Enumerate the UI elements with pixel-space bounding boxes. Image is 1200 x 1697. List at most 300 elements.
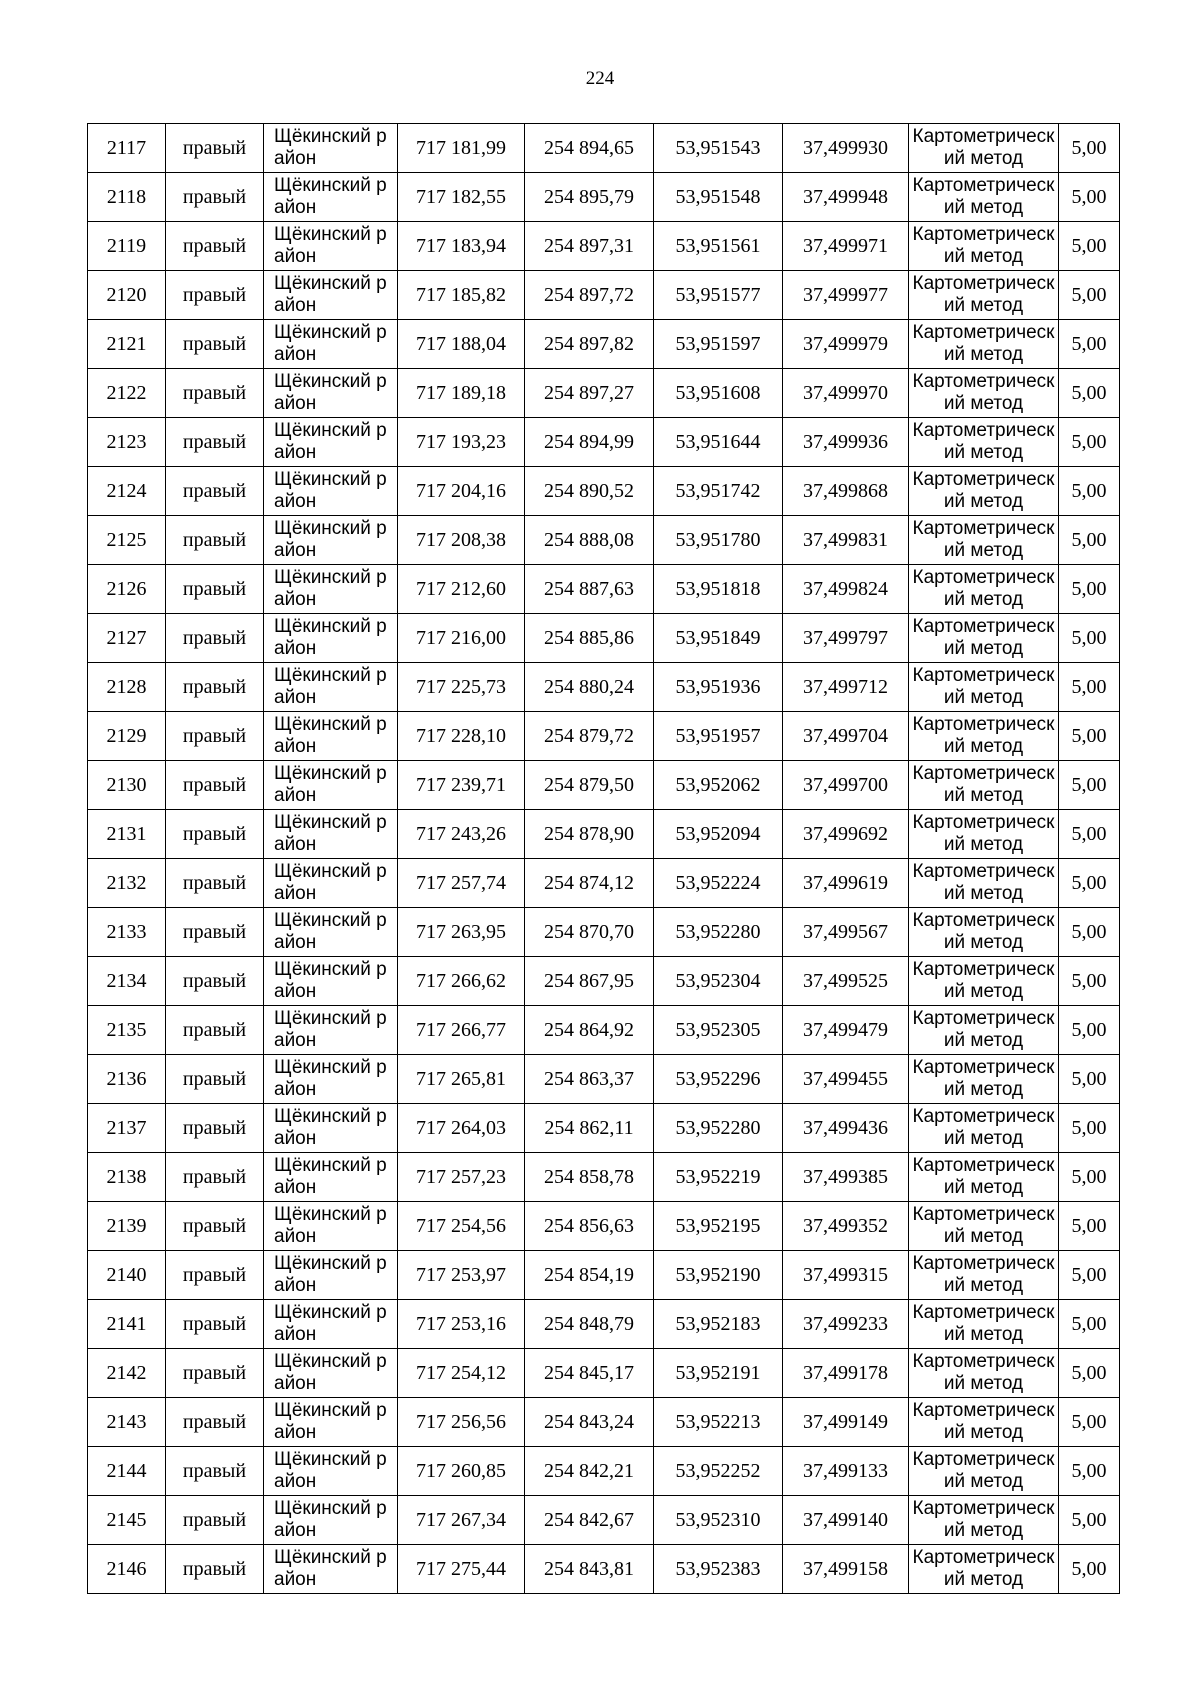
bank-side-cell: правый bbox=[166, 1447, 264, 1496]
district-cell: Щёкинский район bbox=[264, 957, 398, 1006]
coord-y-cell: 254 842,21 bbox=[525, 1447, 654, 1496]
coord-x-cell: 717 188,04 bbox=[398, 320, 525, 369]
district-cell: Щёкинский район bbox=[264, 222, 398, 271]
longitude-cell: 37,499704 bbox=[783, 712, 909, 761]
point-number-cell: 2140 bbox=[88, 1251, 166, 1300]
coord-x-cell: 717 216,00 bbox=[398, 614, 525, 663]
coord-y-cell: 254 842,67 bbox=[525, 1496, 654, 1545]
longitude-cell: 37,499479 bbox=[783, 1006, 909, 1055]
bank-side-cell: правый bbox=[166, 957, 264, 1006]
coord-x-cell: 717 257,74 bbox=[398, 859, 525, 908]
point-number-cell: 2146 bbox=[88, 1545, 166, 1594]
latitude-cell: 53,952213 bbox=[654, 1398, 783, 1447]
accuracy-cell: 5,00 bbox=[1059, 1447, 1120, 1496]
longitude-cell: 37,499149 bbox=[783, 1398, 909, 1447]
latitude-cell: 53,952383 bbox=[654, 1545, 783, 1594]
method-cell: Картометрический метод bbox=[909, 1202, 1059, 1251]
point-number-cell: 2136 bbox=[88, 1055, 166, 1104]
district-cell: Щёкинский район bbox=[264, 614, 398, 663]
method-cell: Картометрический метод bbox=[909, 467, 1059, 516]
coord-y-cell: 254 897,31 bbox=[525, 222, 654, 271]
coord-y-cell: 254 867,95 bbox=[525, 957, 654, 1006]
district-cell: Щёкинский район bbox=[264, 418, 398, 467]
method-cell: Картометрический метод bbox=[909, 1349, 1059, 1398]
point-number-cell: 2127 bbox=[88, 614, 166, 663]
accuracy-cell: 5,00 bbox=[1059, 663, 1120, 712]
method-cell: Картометрический метод bbox=[909, 1447, 1059, 1496]
coord-x-cell: 717 212,60 bbox=[398, 565, 525, 614]
point-number-cell: 2134 bbox=[88, 957, 166, 1006]
table-row bbox=[88, 124, 1120, 173]
method-cell: Картометрический метод bbox=[909, 369, 1059, 418]
district-cell: Щёкинский район bbox=[264, 712, 398, 761]
latitude-cell: 53,951644 bbox=[654, 418, 783, 467]
longitude-cell: 37,499831 bbox=[783, 516, 909, 565]
point-number-cell: 2137 bbox=[88, 1104, 166, 1153]
point-number-cell: 2138 bbox=[88, 1153, 166, 1202]
longitude-cell: 37,499158 bbox=[783, 1545, 909, 1594]
method-cell: Картометрический метод bbox=[909, 271, 1059, 320]
method-cell: Картометрический метод bbox=[909, 1251, 1059, 1300]
coord-y-cell: 254 848,79 bbox=[525, 1300, 654, 1349]
bank-side-cell: правый bbox=[166, 1055, 264, 1104]
coord-x-cell: 717 275,44 bbox=[398, 1545, 525, 1594]
method-cell: Картометрический метод bbox=[909, 418, 1059, 467]
point-number-cell: 2126 bbox=[88, 565, 166, 614]
bank-side-cell: правый bbox=[166, 663, 264, 712]
table-row bbox=[88, 1251, 1120, 1300]
longitude-cell: 37,499979 bbox=[783, 320, 909, 369]
table-row bbox=[88, 418, 1120, 467]
method-cell: Картометрический метод bbox=[909, 173, 1059, 222]
table-body bbox=[88, 124, 1120, 1594]
coord-y-cell: 254 887,63 bbox=[525, 565, 654, 614]
bank-side-cell: правый bbox=[166, 1398, 264, 1447]
latitude-cell: 53,952280 bbox=[654, 908, 783, 957]
bank-side-cell: правый bbox=[166, 271, 264, 320]
method-cell: Картометрический метод bbox=[909, 761, 1059, 810]
latitude-cell: 53,952191 bbox=[654, 1349, 783, 1398]
table-row bbox=[88, 516, 1120, 565]
point-number-cell: 2143 bbox=[88, 1398, 166, 1447]
bank-side-cell: правый bbox=[166, 320, 264, 369]
point-number-cell: 2135 bbox=[88, 1006, 166, 1055]
point-number-cell: 2141 bbox=[88, 1300, 166, 1349]
longitude-cell: 37,499948 bbox=[783, 173, 909, 222]
point-number-cell: 2128 bbox=[88, 663, 166, 712]
bank-side-cell: правый bbox=[166, 124, 264, 173]
table-row bbox=[88, 1202, 1120, 1251]
longitude-cell: 37,499436 bbox=[783, 1104, 909, 1153]
longitude-cell: 37,499233 bbox=[783, 1300, 909, 1349]
accuracy-cell: 5,00 bbox=[1059, 1202, 1120, 1251]
accuracy-cell: 5,00 bbox=[1059, 1496, 1120, 1545]
accuracy-cell: 5,00 bbox=[1059, 1349, 1120, 1398]
method-cell: Картометрический метод bbox=[909, 1398, 1059, 1447]
longitude-cell: 37,499567 bbox=[783, 908, 909, 957]
bank-side-cell: правый bbox=[166, 418, 264, 467]
method-cell: Картометрический метод bbox=[909, 124, 1059, 173]
coord-y-cell: 254 897,27 bbox=[525, 369, 654, 418]
accuracy-cell: 5,00 bbox=[1059, 1006, 1120, 1055]
longitude-cell: 37,499936 bbox=[783, 418, 909, 467]
longitude-cell: 37,499692 bbox=[783, 810, 909, 859]
coord-y-cell: 254 885,86 bbox=[525, 614, 654, 663]
point-number-cell: 2131 bbox=[88, 810, 166, 859]
latitude-cell: 53,952224 bbox=[654, 859, 783, 908]
bank-side-cell: правый bbox=[166, 1202, 264, 1251]
coord-x-cell: 717 185,82 bbox=[398, 271, 525, 320]
accuracy-cell: 5,00 bbox=[1059, 1153, 1120, 1202]
coord-y-cell: 254 870,70 bbox=[525, 908, 654, 957]
coord-x-cell: 717 254,56 bbox=[398, 1202, 525, 1251]
longitude-cell: 37,499619 bbox=[783, 859, 909, 908]
coord-x-cell: 717 253,16 bbox=[398, 1300, 525, 1349]
longitude-cell: 37,499930 bbox=[783, 124, 909, 173]
district-cell: Щёкинский район bbox=[264, 1398, 398, 1447]
coord-x-cell: 717 267,34 bbox=[398, 1496, 525, 1545]
district-cell: Щёкинский район bbox=[264, 1496, 398, 1545]
accuracy-cell: 5,00 bbox=[1059, 761, 1120, 810]
bank-side-cell: правый bbox=[166, 614, 264, 663]
district-cell: Щёкинский район bbox=[264, 1104, 398, 1153]
bank-side-cell: правый bbox=[166, 1496, 264, 1545]
longitude-cell: 37,499455 bbox=[783, 1055, 909, 1104]
method-cell: Картометрический метод bbox=[909, 320, 1059, 369]
bank-side-cell: правый bbox=[166, 467, 264, 516]
latitude-cell: 53,951561 bbox=[654, 222, 783, 271]
bank-side-cell: правый bbox=[166, 859, 264, 908]
coord-x-cell: 717 263,95 bbox=[398, 908, 525, 957]
longitude-cell: 37,499971 bbox=[783, 222, 909, 271]
bank-side-cell: правый bbox=[166, 1006, 264, 1055]
district-cell: Щёкинский район bbox=[264, 761, 398, 810]
method-cell: Картометрический метод bbox=[909, 1545, 1059, 1594]
coord-x-cell: 717 257,23 bbox=[398, 1153, 525, 1202]
point-number-cell: 2129 bbox=[88, 712, 166, 761]
accuracy-cell: 5,00 bbox=[1059, 369, 1120, 418]
method-cell: Картометрический метод bbox=[909, 810, 1059, 859]
latitude-cell: 53,952296 bbox=[654, 1055, 783, 1104]
method-cell: Картометрический метод bbox=[909, 859, 1059, 908]
accuracy-cell: 5,00 bbox=[1059, 859, 1120, 908]
district-cell: Щёкинский район bbox=[264, 320, 398, 369]
point-number-cell: 2120 bbox=[88, 271, 166, 320]
longitude-cell: 37,499824 bbox=[783, 565, 909, 614]
bank-side-cell: правый bbox=[166, 173, 264, 222]
table-row bbox=[88, 663, 1120, 712]
accuracy-cell: 5,00 bbox=[1059, 810, 1120, 859]
coord-y-cell: 254 858,78 bbox=[525, 1153, 654, 1202]
coord-x-cell: 717 264,03 bbox=[398, 1104, 525, 1153]
bank-side-cell: правый bbox=[166, 565, 264, 614]
latitude-cell: 53,951548 bbox=[654, 173, 783, 222]
latitude-cell: 53,952252 bbox=[654, 1447, 783, 1496]
point-number-cell: 2124 bbox=[88, 467, 166, 516]
district-cell: Щёкинский район bbox=[264, 859, 398, 908]
table-row bbox=[88, 1153, 1120, 1202]
bank-side-cell: правый bbox=[166, 712, 264, 761]
point-number-cell: 2125 bbox=[88, 516, 166, 565]
accuracy-cell: 5,00 bbox=[1059, 467, 1120, 516]
accuracy-cell: 5,00 bbox=[1059, 516, 1120, 565]
latitude-cell: 53,951543 bbox=[654, 124, 783, 173]
longitude-cell: 37,499315 bbox=[783, 1251, 909, 1300]
longitude-cell: 37,499133 bbox=[783, 1447, 909, 1496]
coord-y-cell: 254 880,24 bbox=[525, 663, 654, 712]
coord-x-cell: 717 193,23 bbox=[398, 418, 525, 467]
point-number-cell: 2132 bbox=[88, 859, 166, 908]
bank-side-cell: правый bbox=[166, 1545, 264, 1594]
longitude-cell: 37,499385 bbox=[783, 1153, 909, 1202]
longitude-cell: 37,499797 bbox=[783, 614, 909, 663]
table-row bbox=[88, 1545, 1120, 1594]
district-cell: Щёкинский район bbox=[264, 369, 398, 418]
coord-x-cell: 717 208,38 bbox=[398, 516, 525, 565]
latitude-cell: 53,951597 bbox=[654, 320, 783, 369]
accuracy-cell: 5,00 bbox=[1059, 712, 1120, 761]
accuracy-cell: 5,00 bbox=[1059, 222, 1120, 271]
coord-y-cell: 254 897,82 bbox=[525, 320, 654, 369]
latitude-cell: 53,951608 bbox=[654, 369, 783, 418]
method-cell: Картометрический метод bbox=[909, 565, 1059, 614]
method-cell: Картометрический метод bbox=[909, 1006, 1059, 1055]
longitude-cell: 37,499712 bbox=[783, 663, 909, 712]
method-cell: Картометрический метод bbox=[909, 516, 1059, 565]
latitude-cell: 53,951849 bbox=[654, 614, 783, 663]
longitude-cell: 37,499178 bbox=[783, 1349, 909, 1398]
coord-x-cell: 717 266,77 bbox=[398, 1006, 525, 1055]
accuracy-cell: 5,00 bbox=[1059, 320, 1120, 369]
latitude-cell: 53,951780 bbox=[654, 516, 783, 565]
longitude-cell: 37,499352 bbox=[783, 1202, 909, 1251]
point-number-cell: 2122 bbox=[88, 369, 166, 418]
district-cell: Щёкинский район bbox=[264, 1251, 398, 1300]
point-number-cell: 2119 bbox=[88, 222, 166, 271]
coord-x-cell: 717 256,56 bbox=[398, 1398, 525, 1447]
district-cell: Щёкинский район bbox=[264, 271, 398, 320]
bank-side-cell: правый bbox=[166, 1251, 264, 1300]
accuracy-cell: 5,00 bbox=[1059, 1055, 1120, 1104]
coord-y-cell: 254 888,08 bbox=[525, 516, 654, 565]
method-cell: Картометрический метод bbox=[909, 663, 1059, 712]
point-number-cell: 2118 bbox=[88, 173, 166, 222]
bank-side-cell: правый bbox=[166, 1153, 264, 1202]
latitude-cell: 53,951577 bbox=[654, 271, 783, 320]
table-row bbox=[88, 1104, 1120, 1153]
coord-x-cell: 717 183,94 bbox=[398, 222, 525, 271]
latitude-cell: 53,952062 bbox=[654, 761, 783, 810]
table-row bbox=[88, 1300, 1120, 1349]
bank-side-cell: правый bbox=[166, 516, 264, 565]
table-row bbox=[88, 271, 1120, 320]
coord-x-cell: 717 243,26 bbox=[398, 810, 525, 859]
table-row bbox=[88, 369, 1120, 418]
method-cell: Картометрический метод bbox=[909, 1153, 1059, 1202]
accuracy-cell: 5,00 bbox=[1059, 124, 1120, 173]
accuracy-cell: 5,00 bbox=[1059, 565, 1120, 614]
method-cell: Картометрический метод bbox=[909, 1055, 1059, 1104]
latitude-cell: 53,951742 bbox=[654, 467, 783, 516]
bank-side-cell: правый bbox=[166, 1349, 264, 1398]
longitude-cell: 37,499868 bbox=[783, 467, 909, 516]
table-row bbox=[88, 1496, 1120, 1545]
accuracy-cell: 5,00 bbox=[1059, 1104, 1120, 1153]
coord-x-cell: 717 228,10 bbox=[398, 712, 525, 761]
district-cell: Щёкинский район bbox=[264, 1006, 398, 1055]
latitude-cell: 53,952094 bbox=[654, 810, 783, 859]
table-row bbox=[88, 1398, 1120, 1447]
coord-y-cell: 254 863,37 bbox=[525, 1055, 654, 1104]
accuracy-cell: 5,00 bbox=[1059, 1398, 1120, 1447]
district-cell: Щёкинский район bbox=[264, 173, 398, 222]
district-cell: Щёкинский район bbox=[264, 810, 398, 859]
longitude-cell: 37,499970 bbox=[783, 369, 909, 418]
district-cell: Щёкинский район bbox=[264, 908, 398, 957]
table-row bbox=[88, 712, 1120, 761]
point-number-cell: 2130 bbox=[88, 761, 166, 810]
district-cell: Щёкинский район bbox=[264, 1300, 398, 1349]
bank-side-cell: правый bbox=[166, 1104, 264, 1153]
bank-side-cell: правый bbox=[166, 761, 264, 810]
coord-x-cell: 717 254,12 bbox=[398, 1349, 525, 1398]
coord-x-cell: 717 265,81 bbox=[398, 1055, 525, 1104]
coord-y-cell: 254 895,79 bbox=[525, 173, 654, 222]
coord-x-cell: 717 182,55 bbox=[398, 173, 525, 222]
accuracy-cell: 5,00 bbox=[1059, 614, 1120, 663]
accuracy-cell: 5,00 bbox=[1059, 1300, 1120, 1349]
coord-x-cell: 717 181,99 bbox=[398, 124, 525, 173]
coord-x-cell: 717 225,73 bbox=[398, 663, 525, 712]
point-number-cell: 2121 bbox=[88, 320, 166, 369]
coord-y-cell: 254 878,90 bbox=[525, 810, 654, 859]
coord-x-cell: 717 239,71 bbox=[398, 761, 525, 810]
table-row bbox=[88, 908, 1120, 957]
coord-x-cell: 717 189,18 bbox=[398, 369, 525, 418]
table-row bbox=[88, 614, 1120, 663]
latitude-cell: 53,952190 bbox=[654, 1251, 783, 1300]
bank-side-cell: правый bbox=[166, 1300, 264, 1349]
point-number-cell: 2117 bbox=[88, 124, 166, 173]
coord-y-cell: 254 856,63 bbox=[525, 1202, 654, 1251]
method-cell: Картометрический метод bbox=[909, 908, 1059, 957]
longitude-cell: 37,499140 bbox=[783, 1496, 909, 1545]
latitude-cell: 53,952280 bbox=[654, 1104, 783, 1153]
method-cell: Картометрический метод bbox=[909, 1300, 1059, 1349]
coord-y-cell: 254 894,65 bbox=[525, 124, 654, 173]
coord-y-cell: 254 843,81 bbox=[525, 1545, 654, 1594]
coord-y-cell: 254 879,50 bbox=[525, 761, 654, 810]
longitude-cell: 37,499700 bbox=[783, 761, 909, 810]
coord-y-cell: 254 864,92 bbox=[525, 1006, 654, 1055]
district-cell: Щёкинский район bbox=[264, 516, 398, 565]
table-row bbox=[88, 1006, 1120, 1055]
table-row bbox=[88, 320, 1120, 369]
district-cell: Щёкинский район bbox=[264, 467, 398, 516]
table-row bbox=[88, 1055, 1120, 1104]
district-cell: Щёкинский район bbox=[264, 565, 398, 614]
method-cell: Картометрический метод bbox=[909, 1104, 1059, 1153]
latitude-cell: 53,951936 bbox=[654, 663, 783, 712]
table-row bbox=[88, 761, 1120, 810]
table-row bbox=[88, 222, 1120, 271]
coord-x-cell: 717 260,85 bbox=[398, 1447, 525, 1496]
district-cell: Щёкинский район bbox=[264, 1545, 398, 1594]
coord-y-cell: 254 897,72 bbox=[525, 271, 654, 320]
table-row bbox=[88, 565, 1120, 614]
longitude-cell: 37,499525 bbox=[783, 957, 909, 1006]
point-number-cell: 2123 bbox=[88, 418, 166, 467]
coord-y-cell: 254 894,99 bbox=[525, 418, 654, 467]
page-number: 224 bbox=[585, 68, 615, 89]
method-cell: Картометрический метод bbox=[909, 712, 1059, 761]
coord-y-cell: 254 845,17 bbox=[525, 1349, 654, 1398]
latitude-cell: 53,952310 bbox=[654, 1496, 783, 1545]
table-row bbox=[88, 859, 1120, 908]
bank-side-cell: правый bbox=[166, 222, 264, 271]
accuracy-cell: 5,00 bbox=[1059, 957, 1120, 1006]
table-row bbox=[88, 173, 1120, 222]
table-row bbox=[88, 957, 1120, 1006]
latitude-cell: 53,952305 bbox=[654, 1006, 783, 1055]
method-cell: Картометрический метод bbox=[909, 222, 1059, 271]
longitude-cell: 37,499977 bbox=[783, 271, 909, 320]
coord-y-cell: 254 843,24 bbox=[525, 1398, 654, 1447]
district-cell: Щёкинский район bbox=[264, 1153, 398, 1202]
latitude-cell: 53,951818 bbox=[654, 565, 783, 614]
latitude-cell: 53,952183 bbox=[654, 1300, 783, 1349]
coord-y-cell: 254 854,19 bbox=[525, 1251, 654, 1300]
latitude-cell: 53,952219 bbox=[654, 1153, 783, 1202]
point-number-cell: 2139 bbox=[88, 1202, 166, 1251]
point-number-cell: 2133 bbox=[88, 908, 166, 957]
accuracy-cell: 5,00 bbox=[1059, 271, 1120, 320]
accuracy-cell: 5,00 bbox=[1059, 1545, 1120, 1594]
coord-y-cell: 254 862,11 bbox=[525, 1104, 654, 1153]
coordinates-table bbox=[87, 123, 1120, 1594]
point-number-cell: 2142 bbox=[88, 1349, 166, 1398]
district-cell: Щёкинский район bbox=[264, 1349, 398, 1398]
bank-side-cell: правый bbox=[166, 810, 264, 859]
point-number-cell: 2145 bbox=[88, 1496, 166, 1545]
table-row bbox=[88, 810, 1120, 859]
latitude-cell: 53,952304 bbox=[654, 957, 783, 1006]
coord-x-cell: 717 204,16 bbox=[398, 467, 525, 516]
accuracy-cell: 5,00 bbox=[1059, 418, 1120, 467]
table-row bbox=[88, 467, 1120, 516]
accuracy-cell: 5,00 bbox=[1059, 1251, 1120, 1300]
method-cell: Картометрический метод bbox=[909, 957, 1059, 1006]
table-row bbox=[88, 1349, 1120, 1398]
district-cell: Щёкинский район bbox=[264, 663, 398, 712]
bank-side-cell: правый bbox=[166, 908, 264, 957]
latitude-cell: 53,951957 bbox=[654, 712, 783, 761]
accuracy-cell: 5,00 bbox=[1059, 908, 1120, 957]
point-number-cell: 2144 bbox=[88, 1447, 166, 1496]
district-cell: Щёкинский район bbox=[264, 1447, 398, 1496]
coord-y-cell: 254 879,72 bbox=[525, 712, 654, 761]
bank-side-cell: правый bbox=[166, 369, 264, 418]
latitude-cell: 53,952195 bbox=[654, 1202, 783, 1251]
method-cell: Картометрический метод bbox=[909, 614, 1059, 663]
coord-x-cell: 717 253,97 bbox=[398, 1251, 525, 1300]
table-row bbox=[88, 1447, 1120, 1496]
coord-y-cell: 254 890,52 bbox=[525, 467, 654, 516]
district-cell: Щёкинский район bbox=[264, 1055, 398, 1104]
coord-x-cell: 717 266,62 bbox=[398, 957, 525, 1006]
accuracy-cell: 5,00 bbox=[1059, 173, 1120, 222]
method-cell: Картометрический метод bbox=[909, 1496, 1059, 1545]
